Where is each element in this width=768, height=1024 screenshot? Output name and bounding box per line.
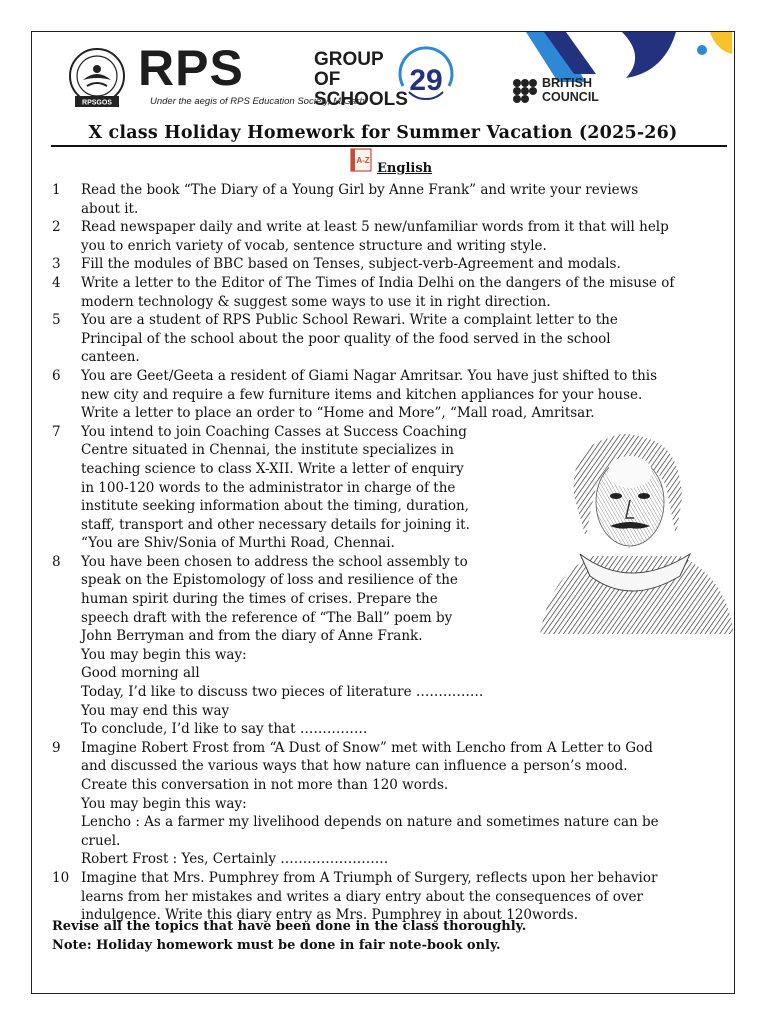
homework-item (32, 218, 734, 255)
item-line: “You are Shiv/Sonia of Murthi Road, Chennai. (81, 535, 395, 552)
item-line: staff, transport and other necessary details for joining it. (81, 516, 470, 533)
item-line: you to enrich variety of vocab, sentence structure and writing style. (81, 237, 547, 254)
item-text (81, 869, 720, 925)
item-line: indulgence. Write this diary entry as Mrs. Pumphrey in about 120words. (81, 907, 579, 924)
item-line: Today, I’d like to discuss two pieces of literature …………… (81, 684, 484, 701)
homework-item (32, 367, 734, 423)
item-line: You may begin this way: (81, 795, 247, 812)
item-line: Principal of the school about the poor quality of the food served in the school (81, 330, 611, 347)
item-line: speak on the Epistomology of loss and resilience of the (81, 572, 458, 589)
anniversary-number: 29 (409, 64, 443, 97)
homework-item (32, 739, 734, 869)
footer (52, 918, 526, 955)
item-number: 2 (52, 219, 61, 236)
item-line: Write a letter to the Editor of The Times of India Delhi on the dangers of the misuse of (81, 274, 675, 291)
item-line: modern technology & suggest some ways to use it in right direction. (81, 293, 551, 310)
item-line: Imagine that Mrs. Pumphrey from A Triumph of Surgery, reflects upon her behavior (81, 869, 658, 886)
homework-item (32, 181, 734, 218)
item-number: 8 (52, 553, 61, 570)
shakespeare-portrait-image (530, 416, 736, 634)
brand-group-of-schools: GROUP OF SCHOOLS (314, 49, 408, 110)
item-text (81, 367, 720, 423)
item-line: To conclude, I’d like to say that …………… (81, 721, 368, 738)
item-text (81, 553, 512, 739)
item-number: 1 (52, 182, 61, 198)
item-line: human spirit during the times of crises. Prepare the (81, 591, 438, 608)
item-line: You are a student of RPS Public School Rewari. Write a complaint letter to the (81, 312, 618, 329)
revise-note: Revise all the topics that have been done in the class thoroughly. (52, 919, 527, 934)
item-number: 3 (52, 256, 61, 273)
homework-item (32, 255, 734, 274)
item-line: Lencho : As a farmer my livelihood depends on nature and sometimes nature can be (81, 814, 659, 831)
item-line: John Berryman and from the diary of Anne Frank. (81, 628, 423, 645)
item-line: Robert Frost : Yes, Certainly …………………… (81, 851, 389, 868)
item-line: Centre situated in Chennai, the institute specializes in (81, 442, 454, 459)
item-line: and discussed the various ways that how nature can influence a person’s mood. (81, 758, 628, 775)
dictionary-az-icon (349, 147, 373, 173)
rps-emblem-logo (65, 46, 129, 110)
item-text (81, 255, 720, 274)
item-line: cruel. (81, 832, 121, 849)
item-line: Read newspaper daily and write at least 5 new/unfamiliar words from it that will help (81, 219, 669, 236)
british-council-dots-icon (512, 78, 538, 104)
item-text (81, 423, 512, 553)
item-line: Create this conversation in not more than 120 words. (81, 777, 449, 793)
item-number: 9 (52, 739, 61, 756)
homework-item (32, 869, 734, 925)
item-line: Read the book “The Diary of a Young Girl by Anne Frank” and write your reviews (81, 182, 639, 198)
item-line: speech draft with the reference of “The Ball” poem by (81, 609, 453, 626)
title-underline (51, 145, 727, 147)
page-title: X class Holiday Homework for Summer Vacation (2025-26) (88, 123, 678, 143)
emblem-text: RPSGOS (82, 99, 112, 107)
british-council-logo (512, 74, 652, 108)
subject-heading: English (377, 161, 433, 176)
brand-aegis: Under the aegis of RPS Education Society, M/Garh (150, 96, 365, 107)
item-line: Fill the modules of BBC based on Tenses, subject-verb-Agreement and modals. (81, 256, 621, 273)
item-line: about it. (81, 200, 139, 217)
item-line: Imagine Robert Frost from “A Dust of Snow” met with Lencho from A Letter to God (81, 739, 653, 756)
item-text (81, 181, 720, 218)
item-line: You intend to join Coaching Casses at Success Coaching (81, 423, 467, 440)
item-line: You have been chosen to address the school assembly to (81, 553, 468, 570)
homework-item (32, 311, 734, 367)
item-line: learns from her mistakes and writes a diary entry about the consequences of over (81, 888, 643, 905)
page-frame (31, 31, 735, 994)
item-number: 7 (52, 423, 61, 440)
item-text (81, 274, 720, 311)
homework-item (32, 274, 734, 311)
item-number: 4 (52, 274, 61, 291)
british-council-text: BRITISH COUNCIL (542, 76, 599, 104)
item-line: new city and require a few furniture items and kitchen appliances for your house. (81, 386, 643, 403)
item-line: in 100-120 words to the administrator in charge of the (81, 479, 456, 496)
item-line: canteen. (81, 349, 140, 366)
anniversary-badge-logo (395, 46, 457, 108)
item-line: institute seeking information about the timing, duration, (81, 498, 469, 515)
item-line: You may end this way (81, 702, 230, 719)
item-line: Write a letter to place an order to “Home and More”, “Mall road, Amritsar. (81, 405, 595, 422)
az-icon-label: A-Z (356, 156, 370, 165)
item-line: You are Geet/Geeta a resident of Giami Nagar Amritsar. You have just shifted to this (81, 367, 658, 384)
item-line: You may begin this way: (81, 646, 247, 663)
item-number: 6 (52, 367, 61, 384)
item-text (81, 311, 720, 367)
item-line: Good morning all (81, 665, 200, 682)
item-text (81, 218, 720, 255)
brand-rps: RPS (138, 40, 244, 96)
holiday-note: Note: Holiday homework must be done in fair note-book only. (52, 937, 501, 953)
item-text (81, 739, 720, 869)
item-line: teaching science to class X-XII. Write a letter of enquiry (81, 460, 464, 477)
item-number: 5 (52, 312, 61, 329)
header (32, 32, 734, 122)
item-number: 10 (52, 869, 70, 886)
